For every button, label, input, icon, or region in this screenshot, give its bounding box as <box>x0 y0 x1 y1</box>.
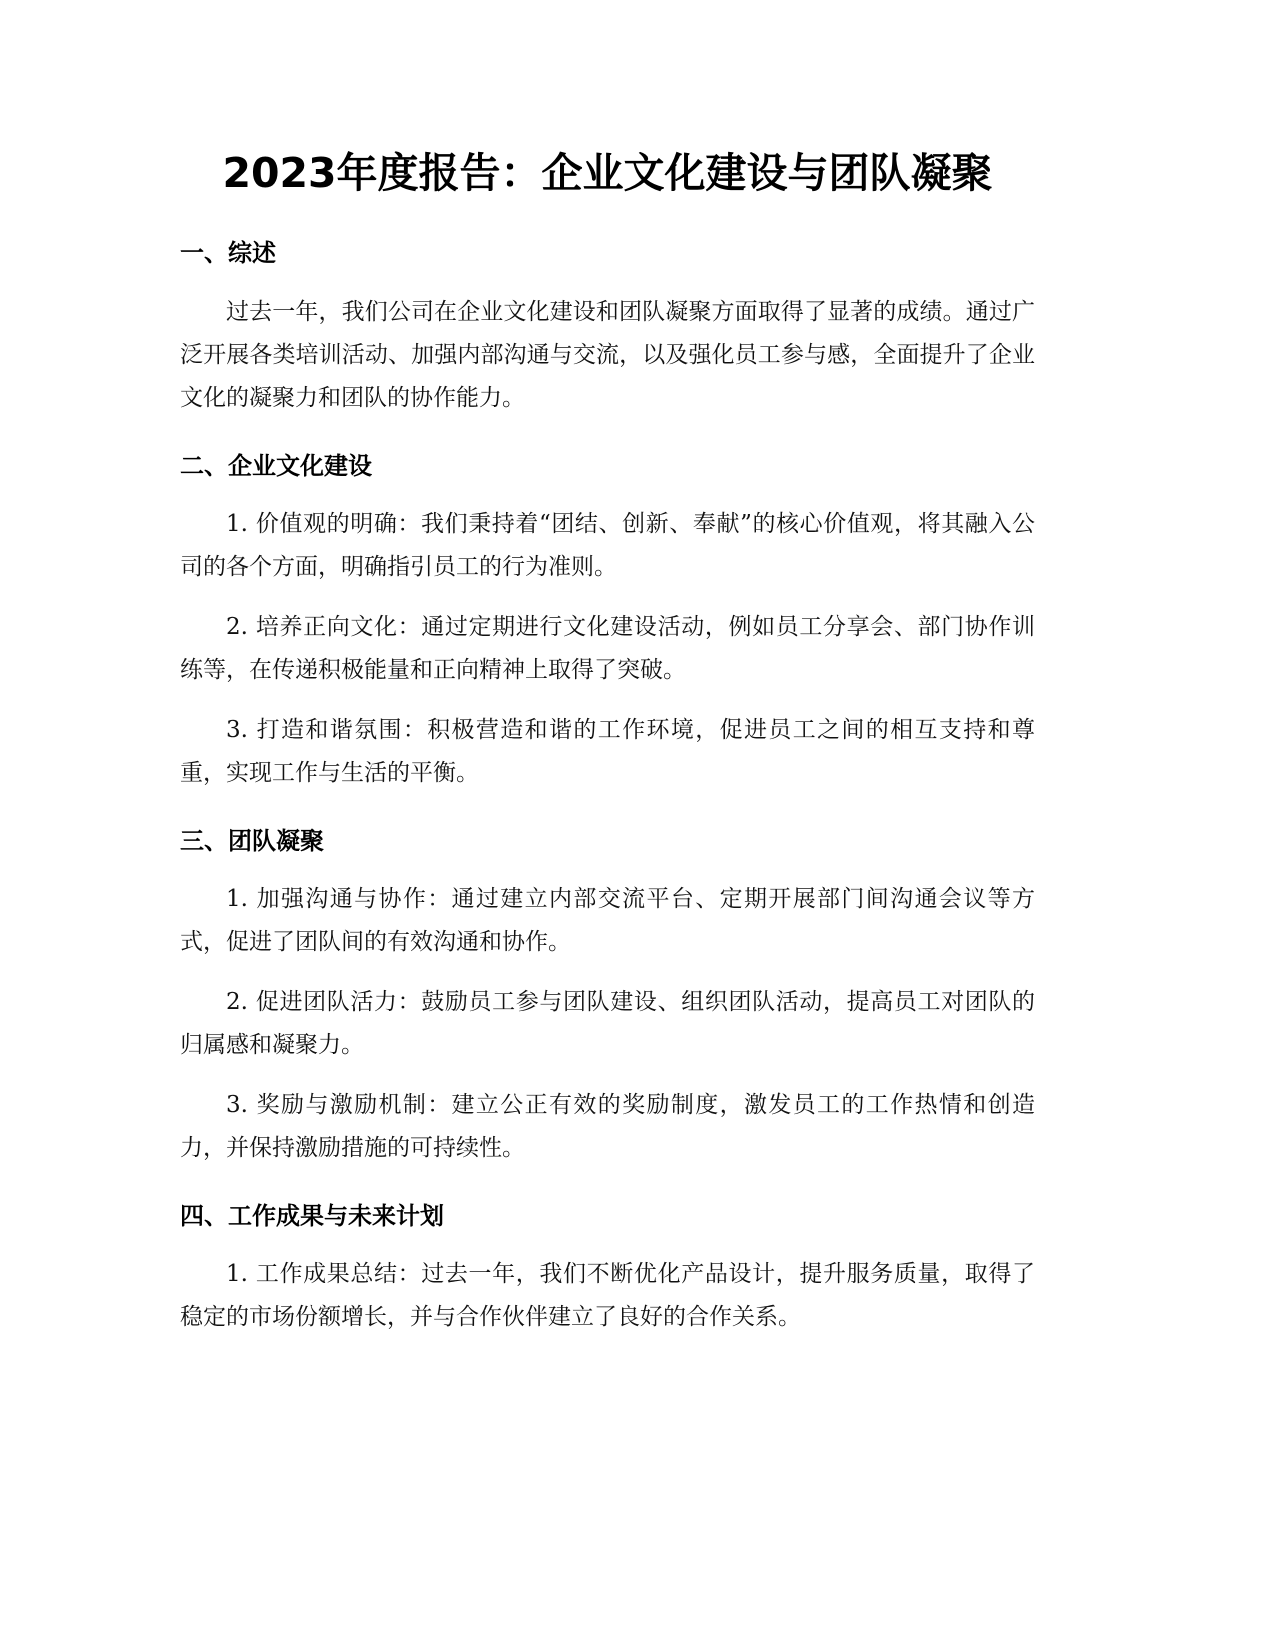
paragraph: 1. 价值观的明确：我们秉持着“团结、创新、奉献”的核心价值观，将其融入公司的各个方面，明确指引员工的行为准则。 <box>180 511 1035 580</box>
paragraph: 3. 奖励与激励机制：建立公正有效的奖励制度，激发员工的工作热情和创造力，并保持激励措施的可持续性。 <box>180 1092 1035 1161</box>
document-title: 2023年度报告：企业文化建设与团队凝聚 <box>222 149 993 197</box>
paragraph: 1. 工作成果总结：过去一年，我们不断优化产品设计，提升服务质量，取得了稳定的市场份额增长，并与合作伙伴建立了良好的合作关系。 <box>180 1261 1035 1330</box>
paragraph: 过去一年，我们公司在企业文化建设和团队凝聚方面取得了显著的成绩。通过广泛开展各类培训活动、加强内部沟通与交流，以及强化员工参与感，全面提升了企业文化的凝聚力和团队的协作能力。 <box>180 299 1035 411</box>
section-heading-culture: 二、企业文化建设 <box>180 452 372 480</box>
paragraph: 2. 培养正向文化：通过定期进行文化建设活动，例如员工分享会、部门协作训练等，在传递积极能量和正向精神上取得了突破。 <box>180 614 1035 683</box>
paragraph: 2. 促进团队活力：鼓励员工参与团队建设、组织团队活动，提高员工对团队的归属感和凝聚力。 <box>180 989 1035 1058</box>
document-page <box>180 140 1035 1339</box>
paragraph: 1. 加强沟通与协作：通过建立内部交流平台、定期开展部门间沟通会议等方式，促进了团队间的有效沟通和协作。 <box>180 886 1035 955</box>
section-heading-results: 四、工作成果与未来计划 <box>180 1202 444 1230</box>
section-heading-team: 三、团队凝聚 <box>180 827 324 855</box>
section-heading-overview: 一、综述 <box>180 239 276 267</box>
paragraph: 3. 打造和谐氛围：积极营造和谐的工作环境，促进员工之间的相互支持和尊重，实现工作与生活的平衡。 <box>180 717 1035 786</box>
